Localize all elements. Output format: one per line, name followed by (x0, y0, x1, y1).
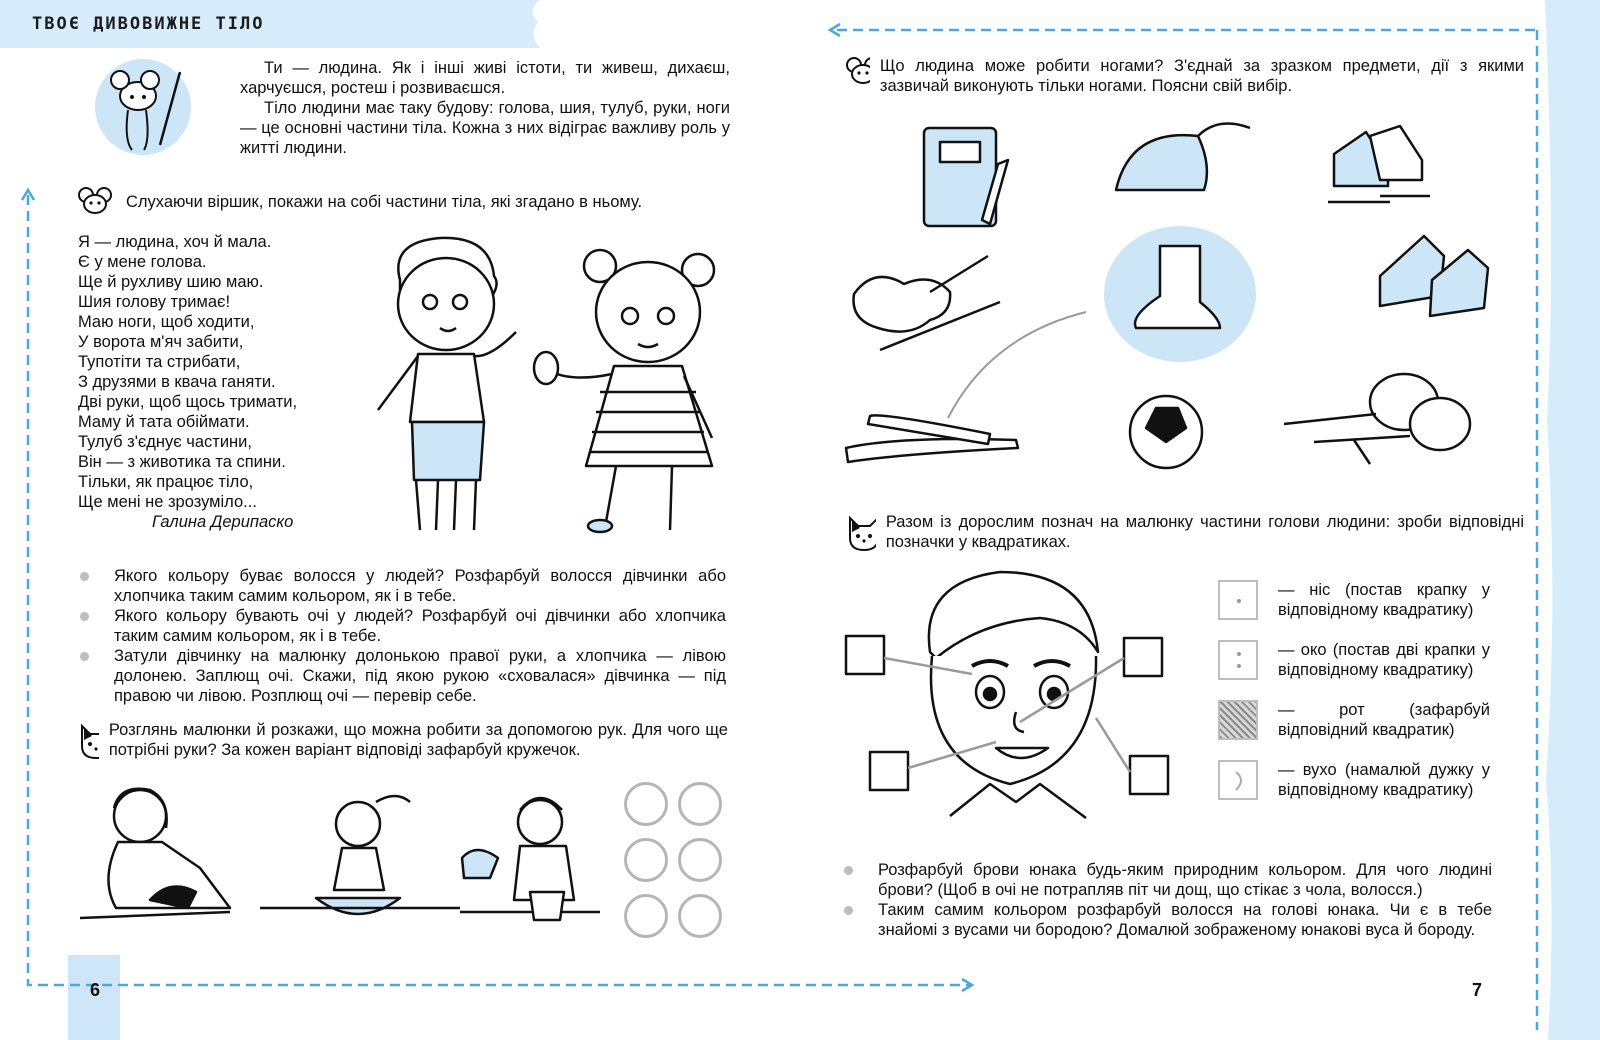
cat-icon (844, 512, 876, 552)
section-title: ТВОЄ ДИВОВИЖНЕ ТІЛО (32, 14, 265, 34)
cat-icon (76, 720, 99, 760)
sneakers-icon (1380, 236, 1488, 316)
items-matching-illustration (840, 106, 1530, 496)
poem-line: У ворота м'яч забити, (78, 333, 244, 351)
intro-paragraph-1: Ти — людина. Як і інші живі істоти, ти живеш, дихаєш, харчуєшся, ростеш і розвиваєшся. (240, 59, 730, 97)
answer-circles (624, 782, 722, 938)
legend-mouth (1218, 700, 1490, 740)
skis-icon (846, 415, 1018, 462)
notebook-icon (924, 128, 1008, 226)
answer-circle[interactable] (678, 838, 722, 882)
poem-line: З друзями в квача ганяти. (78, 373, 276, 391)
left-instructions (78, 566, 726, 706)
task-listen-poem-text: Слухаючи віршик, покажи на собі частини тіла, які згадано в ньому. (126, 193, 643, 211)
poem-line: Тупотіти та стрибати, (78, 353, 241, 371)
iron-icon (1116, 124, 1250, 191)
task-legs-text: Що людина може робити ногами? З'єднай за зразком предмети, дії з якими зазвичай виконують тільки ногами. Поясни свій вибір. (879, 57, 1524, 95)
right-page-number: 7 (1472, 980, 1483, 1000)
poem-line: Маму й тата обіймати. (78, 413, 250, 431)
mouse-icon (76, 186, 116, 218)
answer-circle[interactable] (678, 782, 722, 826)
poem-line: Є у мене голова. (78, 253, 207, 271)
legend-nose (1218, 580, 1490, 620)
left-page-number: 6 (90, 980, 101, 1000)
legend-eye (1218, 640, 1490, 680)
intro-paragraph-2: Тіло людини має таку будову: голова, шия, тулуб, руки, ноги — це основні частини тіла. Кожна з них відіграє важливу роль у житті людини. (240, 99, 730, 157)
task-head-parts-text: Разом із дорослим познач на малюнку частини голови людини: зроби відповідні позначки у квадратиках. (885, 513, 1524, 551)
legend-ear (1218, 760, 1490, 800)
instruction-item: Затули дівчинку на малюнку долонькою правої руки, а хлопчика — лівою долонею. Заплющ очі. Скажи, під якою рукою «сховалася» дівчинка — під правою чи лівою. Розплющ очі — перевір себе. (78, 646, 726, 706)
poem-line: Ще мені не зрозуміло... (78, 493, 257, 511)
boy-and-girl-illustration (360, 232, 740, 544)
violin-icon (854, 256, 1001, 350)
poem-line: Шия голову тримає! (78, 293, 231, 311)
soccer-ball-icon (1130, 396, 1202, 468)
poem-line: Тулуб з'єднує частини, (78, 433, 252, 451)
ice-skates-icon (1328, 126, 1430, 202)
foot-icon (1104, 226, 1256, 362)
answer-circle[interactable] (624, 782, 668, 826)
instruction-item: Таким самим кольором розфарбуй волосся на голові юнака. Чи є в тебе знайомі з вусами чи бородою? Домалюй зображеному юнакові вуса й бороду. (842, 900, 1492, 940)
instruction-item: Якого кольору буває волосся у людей? Розфарбуй волосся дівчинки або хлопчика таким самим кольором, як і в тебе. (78, 566, 726, 606)
legend-nose-text: — ніс (постав крапку у відповідному квадратику) (1278, 581, 1490, 619)
legend-mouth-text: — рот (зафарбуй відповідний квадратик) (1278, 701, 1490, 739)
legend-ear-text: — вухо (намалюй дужку у відповідному квадратику) (1278, 761, 1490, 799)
task-legs (844, 56, 1524, 96)
answer-circle[interactable] (624, 838, 668, 882)
poem-author: Галина Дерипаско (152, 513, 294, 531)
poem-line: Він — з животика та спини. (78, 453, 286, 471)
instruction-item: Якого кольору бувають очі у людей? Розфарбуй очі дівчинки або хлопчика таким самим кольором, як і в тебе. (78, 606, 726, 646)
intro-text (240, 58, 730, 158)
task-hands-text: Розглянь малюнки й розкажи, що можна робити за допомогою рук. Для чого ще потрібні руки? За кожен варіант відповіді зафарбуй кружечок. (108, 721, 728, 759)
instruction-item: Розфарбуй брови юнака будь-яким природним кольором. Для чого людині брови? (Щоб в очі не потрапляв піт чи дощ, що стікає з чола, волосся.) (842, 860, 1492, 900)
right-edge-band (1545, 0, 1600, 1040)
poem-line: Я — людина, хоч й мала. (78, 233, 272, 251)
poem-line: Ще й рухливу шию маю. (78, 273, 264, 291)
legend-box-filled (1218, 700, 1258, 740)
poem-line: Маю ноги, щоб ходити, (78, 313, 255, 331)
poem-line: Дві руки, щоб щось тримати, (78, 393, 298, 411)
poem (78, 232, 368, 532)
answer-circle[interactable] (624, 894, 668, 938)
legend-box-bracket (1218, 760, 1258, 800)
legend-eye-text: — око (постав дві крапки у відповідному квадратику) (1278, 641, 1490, 679)
poem-line: Тільки, як працює тіло, (78, 473, 254, 491)
badminton-racket-icon (1284, 374, 1470, 464)
task-head-parts (844, 512, 1524, 552)
legend-box-dot (1218, 580, 1258, 620)
task-listen-poem (76, 186, 736, 218)
right-instructions (842, 860, 1492, 940)
answer-circle[interactable] (678, 894, 722, 938)
young-man-face-illustration (840, 562, 1180, 842)
mouse-icon (844, 56, 870, 88)
task-hands (76, 720, 728, 760)
mouse-teacher-illustration (95, 59, 191, 155)
legend-box-two-dots (1218, 640, 1258, 680)
hands-activities-illustration (80, 780, 610, 950)
